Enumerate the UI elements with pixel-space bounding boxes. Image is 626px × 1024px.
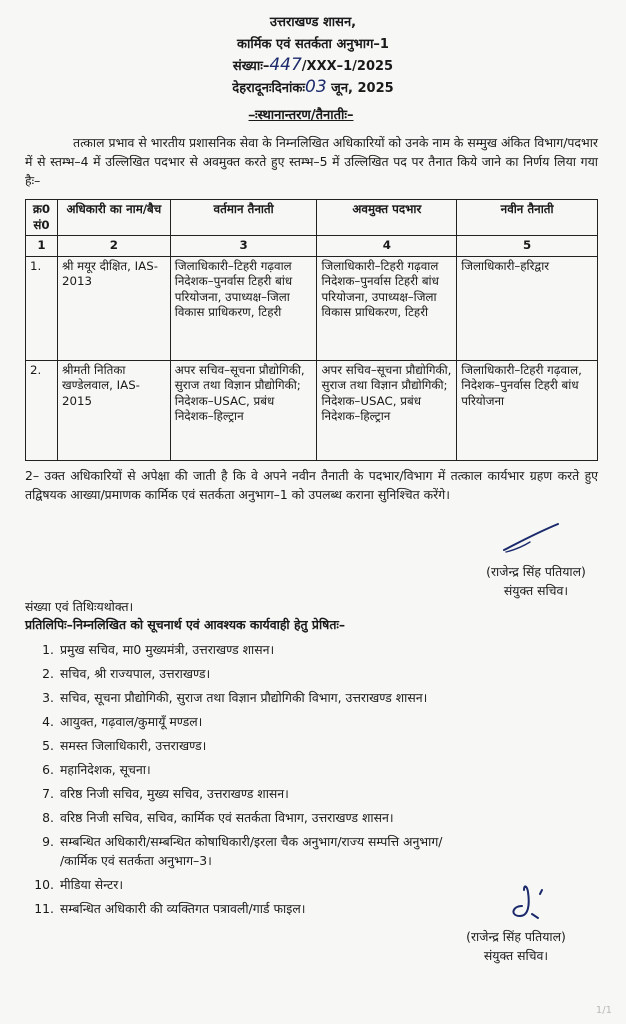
list-item-continuation: /कार्मिक एवं सतर्कता अनुभाग–3।	[60, 853, 212, 868]
row-officer: श्रीमती नितिका खण्डेलवाल, IAS-2015	[57, 360, 170, 460]
table-header-row	[26, 200, 598, 236]
date-prefix: देहरादूनःदिनांकः	[232, 81, 305, 96]
row-new: जिलाधिकारी–हरिद्वार	[457, 256, 598, 360]
header-officer: अधिकारी का नाम/बैच	[57, 200, 170, 236]
table-row	[26, 256, 598, 360]
order-prefix: संख्याः–	[232, 59, 270, 74]
list-item: 4. आयुक्त, गढ़वाल/कुमायूँ मण्डल।	[42, 714, 203, 729]
copy-reference: संख्या एवं तिथिःयथोक्त।	[25, 599, 134, 614]
postings-table	[25, 199, 598, 461]
order-number-line	[0, 55, 626, 75]
subject-heading: –ःस्थानान्तरण/तैनातीः–	[248, 108, 354, 123]
row-relieved: अपर सचिव–सूचना प्रौद्योगिकी, सुराज तथा विज्ञान प्रौद्योगिकी; निदेशक–USAC, प्रबंध निदेशक–हिल्ट्रान	[317, 360, 457, 460]
list-item: 5. समस्त जिलाधिकारी, उत्तराखण्ड।	[42, 738, 207, 753]
signatory-name-1: (राजेन्द्र सिंह पतियाल)	[486, 564, 586, 579]
list-item: 7. वरिष्ठ निजी सचिव, मुख्य सचिव, उत्तराखण्ड शासन।	[42, 786, 289, 801]
column-number-row	[26, 236, 598, 257]
order-suffix: /XXX–1/2025	[301, 59, 394, 74]
order-number: 447	[269, 55, 302, 75]
header-sn: क्र0 सं0	[26, 200, 58, 236]
paragraph-2: 2– उक्त अधिकारियों से अपेक्षा की जाती है कि वे अपने नवीन तैनाती के पदभार/विभाग में तत्काल कार्यभार ग्रहण करते हुए तद्विषयक आख्या/प्रमाणक कार्मिक एवं सतर्कता अनुभाग–1 को उपलब्ध कराना सुनिश्चित करेंगे।	[25, 468, 598, 502]
intro-paragraph: तत्काल प्रभाव से भारतीय प्रशासनिक सेवा के निम्नलिखित अधिकारियों को उनके नाम के सम्मुख अंकित विभाग/पदभार में से स्तम्भ–4 में उल्लिखित पदभार से अवमुक्त करते हुए स्तम्भ–5 में उल्लिखित पद पर तैनात किये जाने का निर्णय लिया गया हैः–	[25, 135, 598, 188]
header-relieved: अवमुक्त पदभार	[317, 200, 457, 236]
header-current: वर्तमान तैनाती	[170, 200, 317, 236]
copy-heading: प्रतिलिपिः–निम्नलिखित को सूचनार्थ एवं आवश्यक कार्यवाही हेतु प्रेषितः–	[25, 617, 346, 632]
list-item: 3. सचिव, सूचना प्रौद्योगिकी, सुराज तथा विज्ञान प्रौद्योगिकी विभाग, उत्तराखण्ड शासन।	[42, 690, 428, 705]
page-number: 1/1	[595, 1005, 612, 1016]
row-sn: 1.	[26, 256, 58, 360]
table-row	[26, 360, 598, 460]
row-officer: श्री मयूर दीक्षित, IAS-2013	[57, 256, 170, 360]
signatory-designation-1: संयुक्त सचिव।	[503, 583, 569, 598]
list-item: 8. वरिष्ठ निजी सचिव, सचिव, कार्मिक एवं सतर्कता विभाग, उत्तराखण्ड शासन।	[42, 810, 394, 825]
date-day: 03	[305, 77, 327, 97]
signature-mark-1	[500, 520, 564, 556]
row-current: जिलाधिकारी–टिहरी गढ़वाल निदेशक–पुनर्वास टिहरी बांध परियोजना, उपाध्यक्ष–जिला विकास प्राधिकरण, टिहरी	[170, 256, 317, 360]
list-item: 9. सम्बन्धित अधिकारी/सम्बन्धित कोषाधिकारी/इरला चैक अनुभाग/राज्य सम्पत्ति अनुभाग/	[42, 834, 443, 849]
signatory-name-2: (राजेन्द्र सिंह पतियाल)	[466, 929, 566, 944]
signature-mark-2	[502, 880, 554, 922]
row-relieved: जिलाधिकारी–टिहरी गढ़वाल निदेशक–पुनर्वास टिहरी बांध परियोजना, उपाध्यक्ष–जिला विकास प्राधिकरण, टिहरी	[317, 256, 457, 360]
date-suffix: जून, 2025	[331, 81, 394, 96]
row-new: जिलाधिकारी–टिहरी गढ़वाल, निदेशक–पुनर्वास टिहरी बांध परियोजना	[457, 360, 598, 460]
col-number: 4	[317, 236, 457, 257]
col-number: 5	[457, 236, 598, 257]
list-item: 1. प्रमुख सचिव, मा0 मुख्यमंत्री, उत्तराखण्ड शासन।	[42, 642, 275, 657]
col-number: 3	[170, 236, 317, 257]
header-line1: उत्तराखण्ड शासन,	[269, 15, 357, 30]
list-item: 2. सचिव, श्री राज्यपाल, उत्तराखण्ड।	[42, 666, 211, 681]
signatory-designation-2: संयुक्त सचिव।	[483, 948, 549, 963]
list-item: 10. मीडिया सेन्टर।	[34, 877, 124, 892]
list-item: 6. महानिदेशक, सूचना।	[42, 762, 151, 777]
col-number: 1	[26, 236, 58, 257]
row-sn: 2.	[26, 360, 58, 460]
date-line	[0, 77, 626, 97]
col-number: 2	[57, 236, 170, 257]
header-new: नवीन तैनाती	[457, 200, 598, 236]
list-item: 11. सम्बन्धित अधिकारी की व्यक्तिगत पत्रावली/गार्ड फाइल।	[34, 901, 306, 916]
row-current: अपर सचिव–सूचना प्रौद्योगिकी, सुराज तथा विज्ञान प्रौद्योगिकी; निदेशक–USAC, प्रबंध निदेशक–हिल्ट्रान	[170, 360, 317, 460]
header-line2: कार्मिक एवं सतर्कता अनुभाग–1	[237, 37, 389, 52]
